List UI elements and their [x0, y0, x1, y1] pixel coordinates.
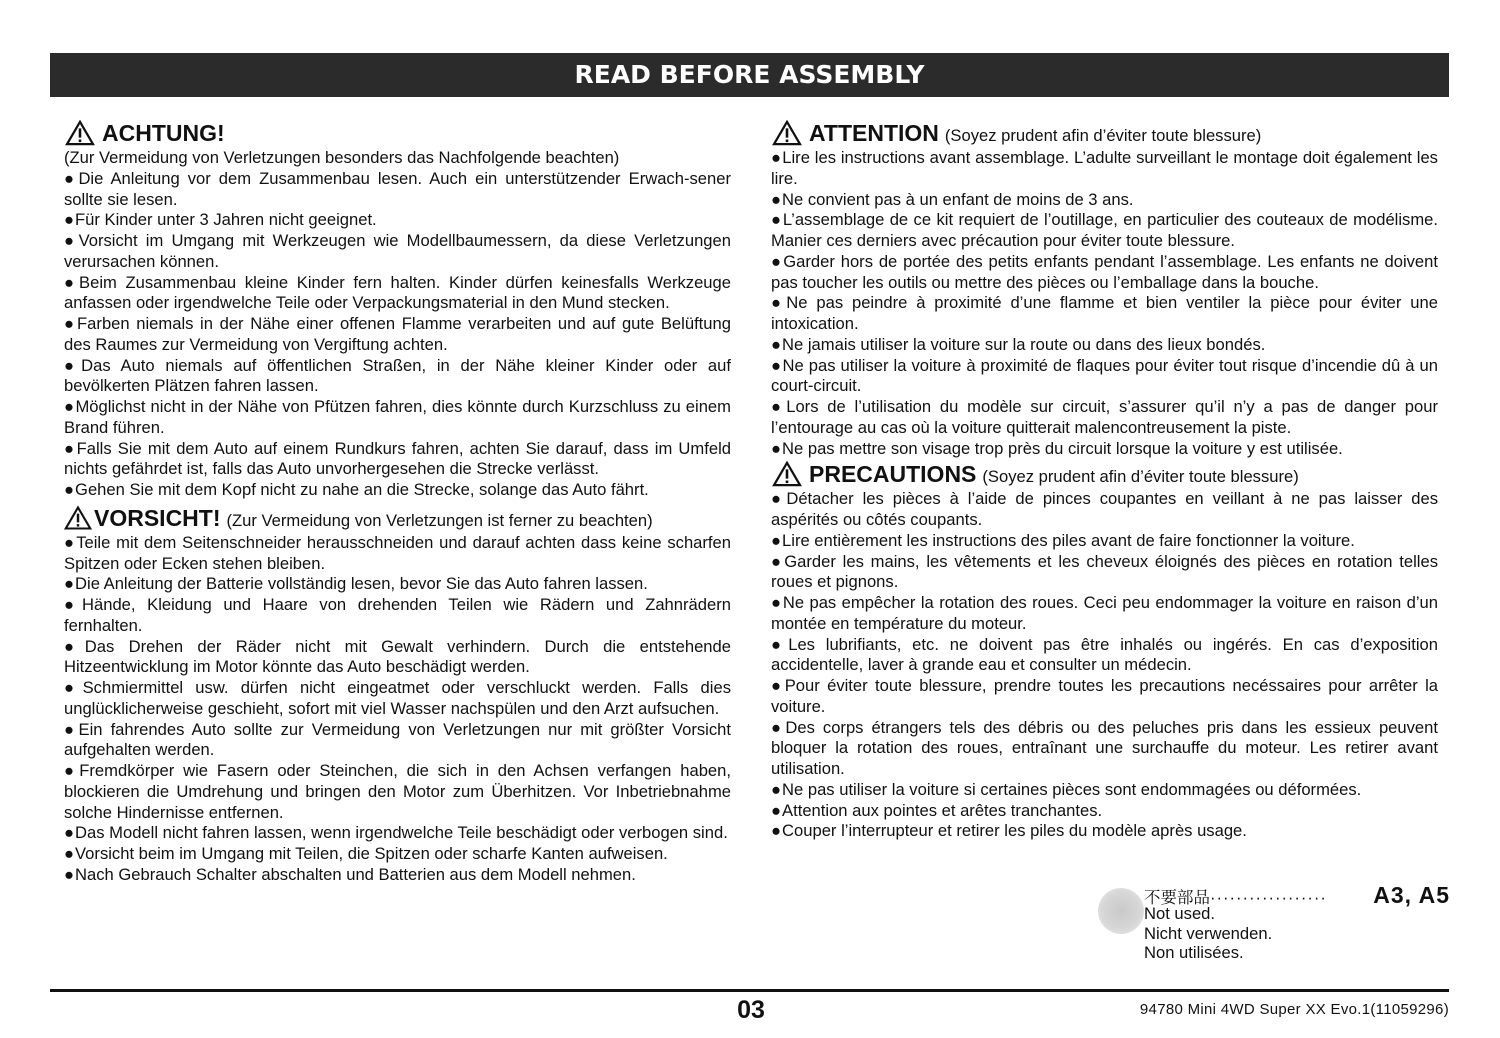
bullet-icon: ● — [64, 844, 75, 863]
bullet-icon: ● — [64, 678, 82, 697]
list-item — [64, 314, 731, 356]
precautions-note: (Soyez prudent afin d’éviter toute blessure) — [982, 467, 1299, 487]
warning-triangle-icon — [771, 461, 803, 487]
warning-triangle-icon — [771, 120, 803, 146]
item-text: Attention aux pointes et arêtes tranchantes. — [782, 800, 1103, 820]
item-text: Schmiermittel usw. dürfen nicht eingeatmet oder verschluckt werden. Falls dies unglücklicherweise geschieht, sofort mit viel Wasser nachspülen und den Arzt aufsuchen. — [64, 678, 731, 718]
item-text: Garder les mains, les vêtements et les cheveux éloignés des pièces en rotation telles roues et pignons. — [771, 551, 1438, 592]
list-item — [64, 533, 731, 575]
item-text: Ne pas mettre son visage trop près du circuit lorsque la voiture y est utilisée. — [782, 438, 1343, 458]
bullet-icon: ● — [771, 779, 782, 799]
list-item — [64, 844, 731, 865]
bullet-icon: ● — [64, 761, 79, 780]
list-item — [64, 397, 731, 439]
item-text: Couper l’interrupteur et retirer les piles du modèle après usage. — [782, 821, 1247, 841]
item-text: Möglichst nicht in der Nähe von Pfützen fahren, dies könnte durch Kurzschluss zu einem Brand führen. — [64, 397, 731, 437]
list-item — [771, 489, 1438, 531]
vorsicht-heading — [64, 503, 731, 533]
achtung-heading — [64, 118, 731, 148]
list-item — [771, 718, 1438, 780]
item-text: Lire les instructions avant assemblage. L’adulte surveillant le montage doit également les lire. — [771, 148, 1438, 188]
item-text: Farben niemals in der Nähe einer offenen Flamme verarbeiten und auf gute Belüftung des Raumes zur Vermeidung von Vergiftung achten. — [64, 314, 731, 354]
list-item — [771, 676, 1438, 718]
bullet-icon: ● — [64, 532, 76, 552]
unused-parts-note — [1098, 882, 1450, 966]
page-number: 03 — [737, 996, 765, 1024]
list-item — [64, 231, 731, 273]
attention-list — [771, 148, 1438, 459]
list-item — [64, 439, 731, 481]
bullet-icon: ● — [64, 823, 75, 843]
bullet-icon: ● — [771, 251, 783, 271]
list-item — [771, 593, 1438, 635]
list-item — [771, 780, 1438, 801]
item-text: Ne pas utiliser la voiture si certaines pièces sont endommagées ou déformées. — [782, 779, 1362, 799]
bullet-icon: ● — [64, 719, 78, 739]
item-text: Garder hors de portée des petits enfants pendant l’assemblage. Les enfants ne doivent pas toucher les outils ou mettre des pièces ou l’emballage dans la bouche. — [771, 251, 1438, 292]
item-text: Nach Gebrauch Schalter abschalten und Batterien aus dem Modell nehmen. — [75, 864, 636, 884]
list-item — [771, 552, 1438, 594]
achtung-list — [64, 169, 731, 501]
bullet-icon: ● — [771, 676, 784, 695]
list-item — [64, 210, 731, 231]
item-text: Les lubrifiants, etc. ne doivent pas être inhalés ou ingérés. En cas d’exposition accidentelle, laver à grande eau et consulter un médecin. — [771, 634, 1438, 675]
bullet-icon: ● — [771, 189, 782, 209]
item-text: Hände, Kleidung und Haare von drehenden Teilen wie Rädern und Zahnrädern fernhalten. — [64, 595, 731, 635]
list-item — [771, 635, 1438, 677]
bullet-icon: ● — [64, 355, 81, 375]
list-item — [64, 823, 731, 844]
item-text: Pour éviter toute blessure, prendre toutes les precautions necéssaires pour arrêter la voiture. — [771, 676, 1438, 716]
unused-parts-lines — [1144, 904, 1272, 963]
item-text: Vorsicht im Umgang mit Werkzeugen wie Modellbaumessern, da diese Verletzungen verursachen können. — [64, 231, 731, 271]
achtung-title: ACHTUNG! — [102, 120, 225, 146]
list-item — [64, 480, 731, 501]
page-header-bar — [50, 53, 1449, 97]
bullet-icon: ● — [771, 210, 782, 230]
item-text: Beim Zusammenbau kleine Kinder fern halten. Kinder dürfen keinesfalls Werkzeuge anfassen oder irgendwelche Teile oder Verpackungsmaterial in den Mund stecken. — [64, 272, 731, 313]
item-text: Ne pas empêcher la rotation des roues. Ceci peu endommager la voiture en raison d’un montée en température du moteur. — [771, 593, 1438, 633]
list-item — [771, 356, 1438, 398]
bullet-icon: ● — [64, 210, 75, 230]
item-text: Ne convient pas à un enfant de moins de 3 ans. — [782, 189, 1134, 209]
list-item — [64, 169, 731, 211]
item-text: Das Auto niemals auf öffentlichen Straßen, in der Nähe kleiner Kinder oder auf bevölkerten Plätzen fahren lassen. — [64, 355, 732, 396]
list-item — [64, 865, 731, 886]
unused-line-en: Not used. — [1144, 904, 1216, 923]
unused-parts-label: 不要部品 — [1144, 889, 1210, 907]
bullet-icon: ● — [64, 272, 79, 292]
list-item — [64, 273, 731, 315]
page-title: READ BEFORE ASSEMBLY — [574, 60, 925, 89]
vorsicht-list — [64, 533, 731, 886]
bullet-icon: ● — [771, 438, 782, 458]
unused-parts-swatch — [1098, 888, 1144, 934]
list-item — [771, 439, 1438, 460]
list-item — [771, 397, 1438, 439]
bullet-icon: ● — [771, 397, 786, 416]
list-item — [771, 293, 1438, 335]
bullet-icon: ● — [771, 355, 782, 375]
bullet-icon: ● — [771, 551, 784, 571]
item-text: Gehen Sie mit dem Kopf nicht zu nahe an die Strecke, solange das Auto fährt. — [75, 480, 649, 499]
list-item — [771, 148, 1438, 190]
item-text: Ne pas peindre à proximité d’une flamme et bien ventiler la pièce pour éviter une intoxication. — [771, 293, 1438, 333]
precautions-list — [771, 489, 1438, 842]
unused-line-fr: Non utilisées. — [1144, 943, 1244, 962]
list-item — [64, 678, 731, 720]
bullet-icon: ● — [771, 148, 782, 167]
bullet-icon: ● — [64, 314, 77, 333]
attention-heading — [771, 118, 1438, 148]
french-column — [771, 118, 1438, 842]
warning-triangle-icon — [64, 505, 92, 531]
bullet-icon: ● — [771, 593, 782, 612]
bullet-icon: ● — [771, 489, 786, 509]
bullet-icon: ● — [771, 821, 782, 841]
bullet-icon: ● — [64, 574, 75, 594]
item-text: Die Anleitung vor dem Zusammenbau lesen. Auch ein unterstützender Erwach-sener sollte sie lesen. — [64, 168, 731, 209]
list-item — [771, 801, 1438, 822]
unused-line-de: Nicht verwenden. — [1144, 923, 1273, 943]
precautions-title: PRECAUTIONS — [809, 461, 977, 488]
vorsicht-title: VORSICHT! — [94, 504, 221, 531]
list-item — [64, 356, 731, 398]
bullet-icon: ● — [64, 864, 75, 884]
item-text: Für Kinder unter 3 Jahren nicht geeignet. — [75, 210, 377, 230]
attention-title: ATTENTION — [809, 120, 939, 146]
list-item — [64, 574, 731, 595]
list-item — [64, 761, 731, 823]
warning-triangle-icon — [64, 120, 96, 146]
achtung-note: (Zur Vermeidung von Verletzungen besonders das Nachfolgende beachten) — [64, 148, 620, 167]
bullet-icon: ● — [64, 231, 78, 250]
bullet-icon: ● — [771, 634, 788, 654]
item-text: Fremdkörper wie Fasern oder Steinchen, die sich in den Achsen verfangen haben, blockieren die Umdrehung und bringen den Motor zum Überhitzen. Vor Inbetriebnahme solche Hindernisse entfernen. — [64, 761, 731, 822]
item-text: Falls Sie mit dem Auto auf einem Rundkurs fahren, achten Sie darauf, dass im Umfeld nichts gefährdet ist, falls das Auto unvorhergesehen die Strecke verlässt. — [64, 438, 731, 479]
bullet-icon: ● — [64, 480, 75, 499]
unused-parts-dots: ·················· — [1210, 889, 1327, 907]
list-item — [771, 531, 1438, 552]
product-code: 94780 Mini 4WD Super XX Evo.1(11059296) — [1139, 1001, 1449, 1018]
precautions-heading — [771, 459, 1438, 489]
list-item — [771, 252, 1438, 294]
list-item — [771, 190, 1438, 211]
item-text: Ne pas utiliser la voiture à proximité de flaques pour éviter tout risque d’incendie dû à un court-circuit. — [771, 355, 1438, 396]
bullet-icon: ● — [64, 397, 75, 416]
list-item — [771, 210, 1438, 252]
item-text: Lire entièrement les instructions des piles avant de faire fonctionner la voiture. — [782, 530, 1355, 550]
item-text: Die Anleitung der Batterie vollständig lesen, bevor Sie das Auto fahren lassen. — [75, 574, 648, 594]
item-text: Teile mit dem Seitenschneider herausschneiden und darauf achten dass keine scharfen Spitzen oder Ecken stehen bleiben. — [64, 532, 731, 573]
bullet-icon: ● — [64, 595, 82, 614]
bullet-icon: ● — [771, 334, 782, 354]
unused-parts-ids: A3, A5 — [1373, 882, 1450, 908]
list-item — [64, 637, 731, 679]
list-item — [64, 595, 731, 637]
attention-note: (Soyez prudent afin d’éviter toute blessure) — [944, 126, 1262, 145]
german-column — [64, 118, 731, 886]
bullet-icon: ● — [771, 717, 785, 737]
item-text: Lors de l’utilisation du modèle sur circuit, s’assurer qu’il n’y a pas de danger pour l’entourage au cas où la voiture quitterait malencontreusement la piste. — [771, 397, 1438, 437]
item-text: Ne jamais utiliser la voiture sur la route ou dans des lieux bondés. — [782, 334, 1266, 354]
item-text: Ein fahrendes Auto sollte zur Vermeidung von Verletzungen nur mit größter Vorsicht aufgehalten werden. — [64, 719, 731, 760]
bullet-icon: ● — [64, 636, 84, 656]
bullet-icon: ● — [771, 293, 786, 313]
list-item — [771, 821, 1438, 842]
footer-divider — [50, 989, 1449, 992]
item-text: Das Modell nicht fahren lassen, wenn irgendwelche Teile beschädigt oder verbogen sind. — [75, 823, 728, 843]
item-text: Des corps étrangers tels des débris ou des peluches pris dans les essieux peuvent bloquer la rotation des roues, entraînant une surchauffe du moteur. Les retirer avant utilisation. — [771, 717, 1438, 778]
item-text: Vorsicht beim im Umgang mit Teilen, die Spitzen oder scharfe Kanten aufweisen. — [75, 844, 668, 863]
list-item — [771, 335, 1438, 356]
bullet-icon: ● — [64, 168, 78, 188]
bullet-icon: ● — [771, 530, 782, 550]
bullet-icon: ● — [771, 800, 782, 820]
item-text: L’assemblage de ce kit requiert de l’outillage, en particulier des couteaux de modélisme. Manier ces derniers avec précaution pour éviter toute blessure. — [771, 210, 1438, 250]
bullet-icon: ● — [64, 438, 76, 458]
vorsicht-note: (Zur Vermeidung von Verletzungen ist ferner zu beachten) — [226, 510, 653, 530]
item-text: Détacher les pièces à l’aide de pinces coupantes en veillant à ne pas laisser des aspérités ou côtés coupants. — [771, 489, 1438, 529]
item-text: Das Drehen der Räder nicht mit Gewalt verhindern. Durch die entstehende Hitzeentwicklung im Motor könnte das Auto beschädigt werden. — [64, 636, 731, 677]
list-item — [64, 720, 731, 762]
